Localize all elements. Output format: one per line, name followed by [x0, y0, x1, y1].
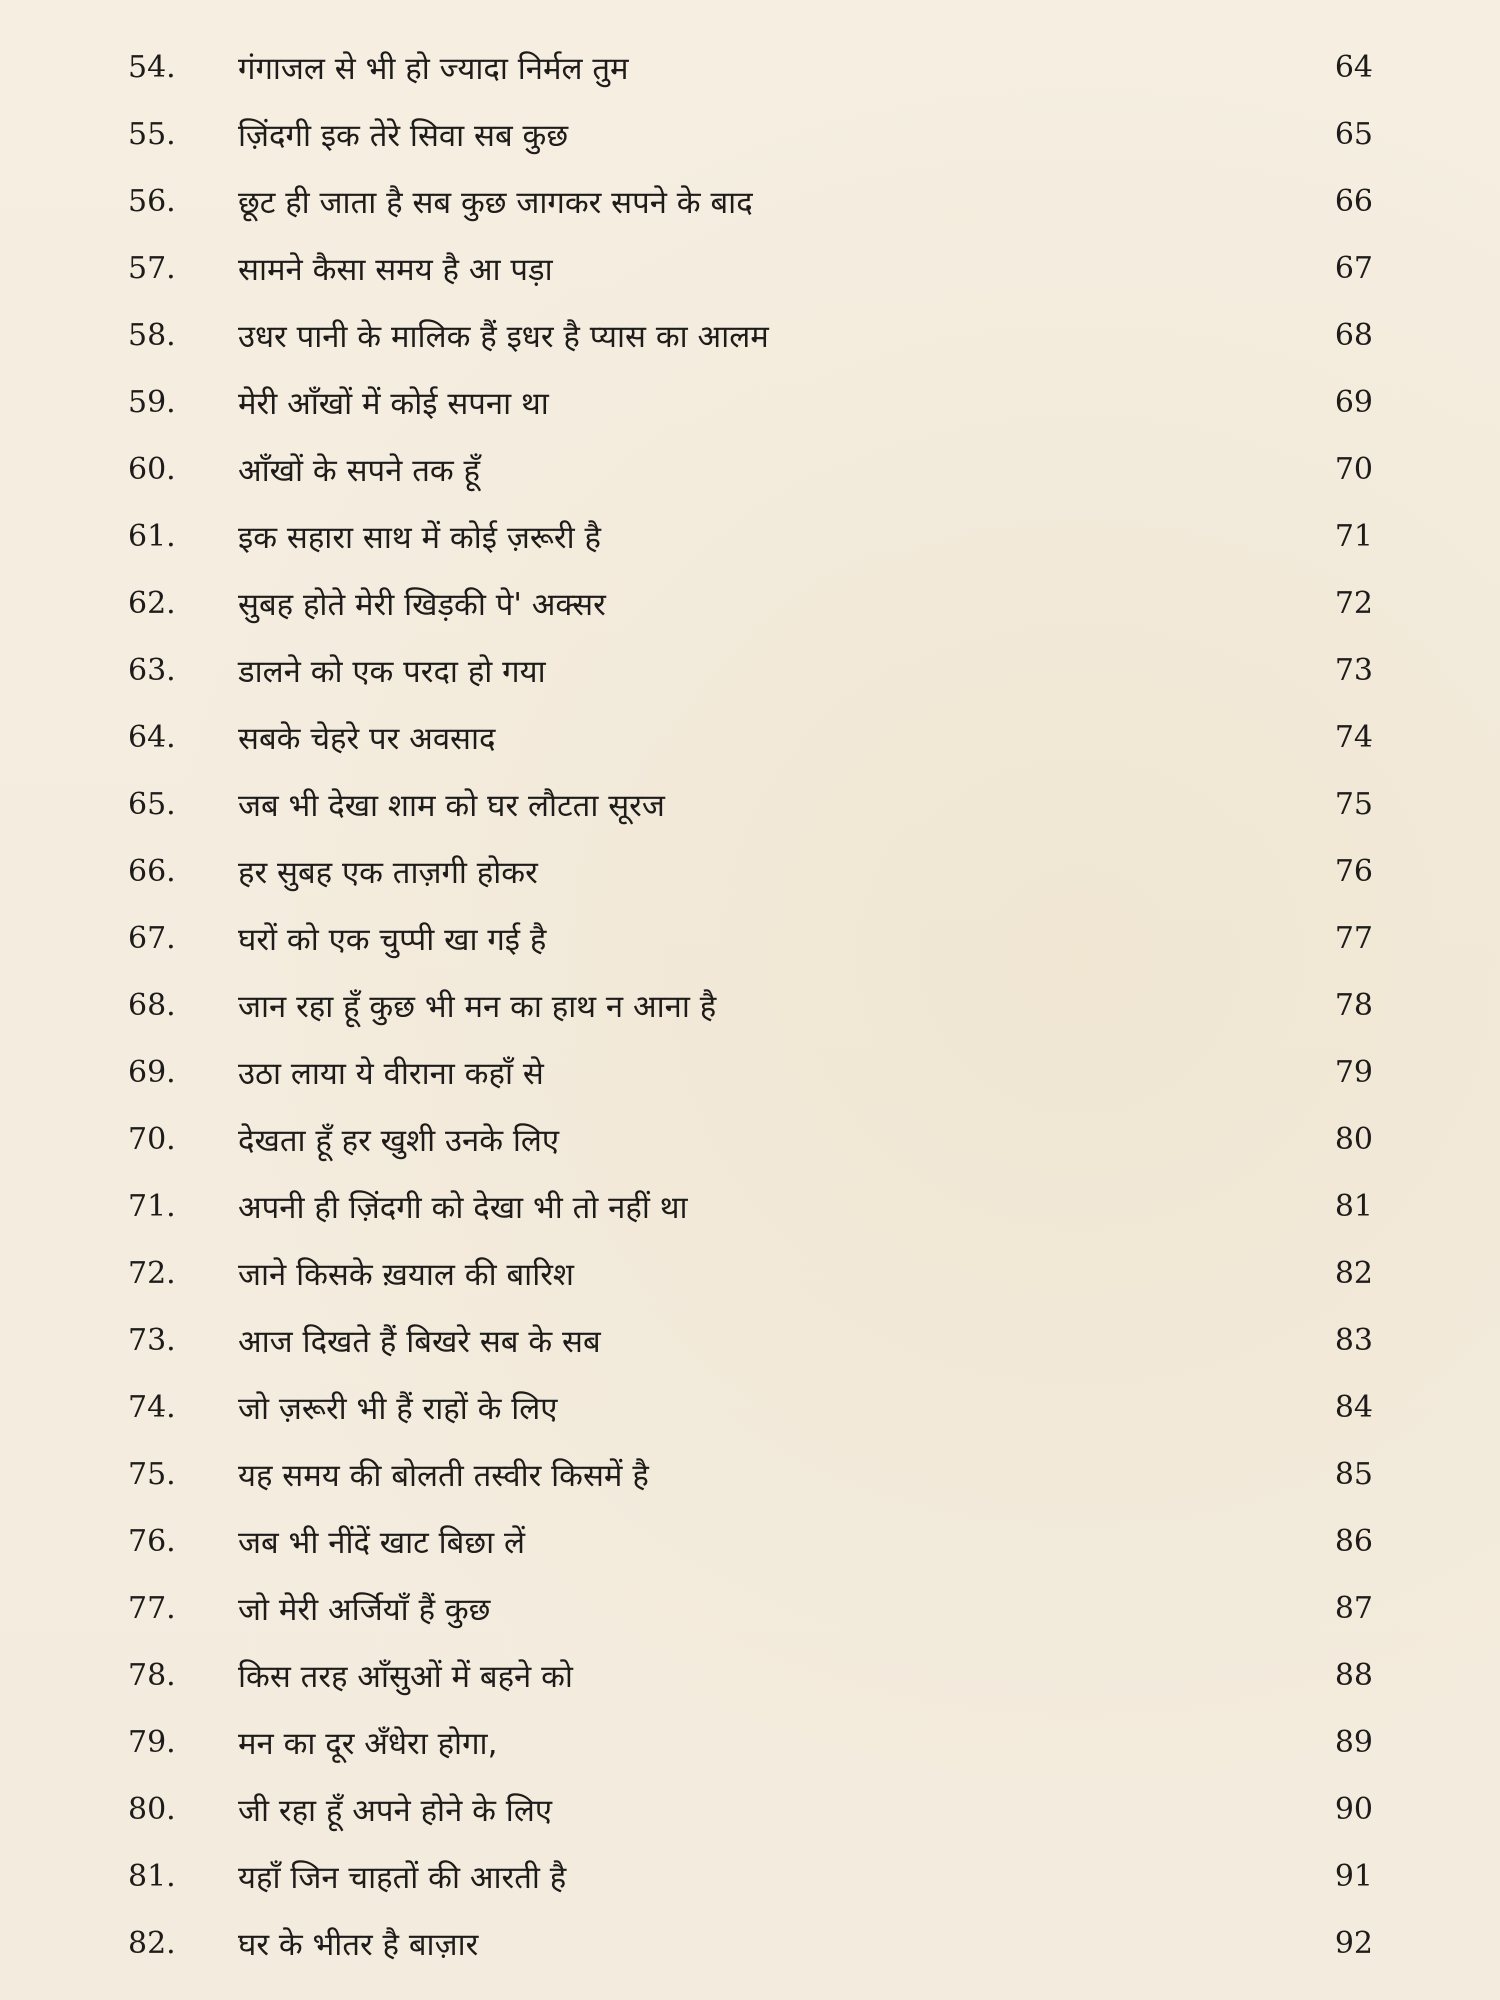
- toc-entry-page-number: 65: [1334, 117, 1373, 152]
- toc-entry-page-number: 82: [1334, 1256, 1373, 1291]
- toc-entry: [128, 972, 1373, 1039]
- toc-entry-number: 80.: [128, 1792, 176, 1827]
- toc-entry: [128, 1843, 1373, 1910]
- toc-entry-number: 82.: [128, 1926, 176, 1961]
- toc-entry-title: डालने को एक परदा हो गया: [238, 653, 546, 690]
- toc-entry-title: आज दिखते हैं बिखरे सब के सब: [238, 1323, 601, 1360]
- toc-entry-title: देखता हूँ हर खुशी उनके लिए: [238, 1122, 560, 1159]
- toc-entry-page-number: 83: [1334, 1323, 1373, 1358]
- toc-entry: [128, 168, 1373, 235]
- toc-entry-number: 73.: [128, 1323, 176, 1358]
- toc-entry-page-number: 66: [1334, 184, 1373, 219]
- toc-entry-title: छूट ही जाता है सब कुछ जागकर सपने के बाद: [238, 184, 753, 221]
- toc-entry-title: इक सहारा साथ में कोई ज़रूरी है: [238, 519, 601, 556]
- toc-entry-number: 81.: [128, 1859, 176, 1894]
- toc-entry-title: जो मेरी अर्जियाँ हैं कुछ: [238, 1591, 491, 1628]
- toc-entry: [128, 1307, 1373, 1374]
- toc-entry: [128, 1776, 1373, 1843]
- toc-entry-number: 66.: [128, 854, 176, 889]
- toc-entry: [128, 369, 1373, 436]
- toc-entry-title: जब भी देखा शाम को घर लौटता सूरज: [238, 787, 665, 824]
- toc-entry-page-number: 87: [1334, 1591, 1373, 1626]
- toc-entry-page-number: 81: [1334, 1189, 1373, 1224]
- toc-entry-number: 70.: [128, 1122, 176, 1157]
- toc-entry-page-number: 80: [1334, 1122, 1373, 1157]
- toc-entry-title: गंगाजल से भी हो ज्यादा निर्मल तुम: [238, 50, 629, 87]
- toc-entry-page-number: 67: [1334, 251, 1373, 286]
- toc-entry: [128, 34, 1373, 101]
- toc-entry-title: ज़िंदगी इक तेरे सिवा सब कुछ: [238, 117, 569, 154]
- toc-entry-title: जी रहा हूँ अपने होने के लिए: [238, 1792, 552, 1829]
- toc-entry: [128, 1173, 1373, 1240]
- toc-entry: [128, 637, 1373, 704]
- toc-entry-page-number: 88: [1334, 1658, 1373, 1693]
- toc-entry-title: सुबह होते मेरी खिड़की पे' अक्सर: [238, 586, 606, 623]
- toc-entry-title: मेरी आँखों में कोई सपना था: [238, 385, 549, 422]
- toc-entry: [128, 235, 1373, 302]
- toc-entry-title: घरों को एक चुप्पी खा गई है: [238, 921, 547, 958]
- toc-entry-page-number: 90: [1334, 1792, 1373, 1827]
- toc-entry: [128, 1508, 1373, 1575]
- toc-entry-page-number: 72: [1334, 586, 1373, 621]
- toc-entry: [128, 503, 1373, 570]
- toc-entry-page-number: 92: [1334, 1926, 1373, 1961]
- toc-entry-page-number: 84: [1334, 1390, 1373, 1425]
- toc-entry: [128, 1441, 1373, 1508]
- toc-entry-number: 55.: [128, 117, 176, 152]
- toc-entry-title: जो ज़रूरी भी हैं राहों के लिए: [238, 1390, 558, 1427]
- toc-entry-number: 58.: [128, 318, 176, 353]
- toc-entry-number: 69.: [128, 1055, 176, 1090]
- toc-entry-page-number: 75: [1334, 787, 1373, 822]
- toc-entry-page-number: 70: [1334, 452, 1373, 487]
- toc-entry: [128, 1039, 1373, 1106]
- toc-entry-title: जब भी नींदें खाट बिछा लें: [238, 1524, 526, 1561]
- toc-entry: [128, 1910, 1373, 1977]
- toc-entry-title: अपनी ही ज़िंदगी को देखा भी तो नहीं था: [238, 1189, 688, 1226]
- toc-entry-number: 75.: [128, 1457, 176, 1492]
- toc-entry-page-number: 69: [1334, 385, 1373, 420]
- toc-entry-number: 77.: [128, 1591, 176, 1626]
- toc-entry-page-number: 76: [1334, 854, 1373, 889]
- toc-entry: [128, 570, 1373, 637]
- toc-entry-title: मन का दूर अँधेरा होगा,: [238, 1725, 498, 1762]
- toc-entry-page-number: 74: [1334, 720, 1373, 755]
- toc-entry-number: 54.: [128, 50, 176, 85]
- toc-entry-number: 71.: [128, 1189, 176, 1224]
- toc-entry-page-number: 71: [1334, 519, 1373, 554]
- toc-entry-number: 72.: [128, 1256, 176, 1291]
- toc-entry: [128, 905, 1373, 972]
- toc-entry: [128, 704, 1373, 771]
- toc-entry: [128, 101, 1373, 168]
- toc-entry-title: जान रहा हूँ कुछ भी मन का हाथ न आना है: [238, 988, 717, 1025]
- toc-entry-title: जाने किसके ख़याल की बारिश: [238, 1256, 574, 1293]
- toc-entry-title: उठा लाया ये वीराना कहाँ से: [238, 1055, 544, 1092]
- toc-entry-number: 68.: [128, 988, 176, 1023]
- toc-entry-number: 59.: [128, 385, 176, 420]
- toc-entry-page-number: 85: [1334, 1457, 1373, 1492]
- toc-entry: [128, 771, 1373, 838]
- toc-entry-number: 79.: [128, 1725, 176, 1760]
- toc-entry-number: 63.: [128, 653, 176, 688]
- toc-entry-title: यहाँ जिन चाहतों की आरती है: [238, 1859, 567, 1896]
- toc-entry-page-number: 91: [1334, 1859, 1373, 1894]
- toc-entry-number: 65.: [128, 787, 176, 822]
- toc-entry-page-number: 79: [1334, 1055, 1373, 1090]
- toc-entry: [128, 1240, 1373, 1307]
- toc-entry: [128, 838, 1373, 905]
- toc-entry-title: आँखों के सपने तक हूँ: [238, 452, 481, 489]
- toc-entry-number: 60.: [128, 452, 176, 487]
- toc-entry-number: 61.: [128, 519, 176, 554]
- toc-entry: [128, 1374, 1373, 1441]
- toc-entry-title: यह समय की बोलती तस्वीर किसमें है: [238, 1457, 649, 1494]
- toc-entry: [128, 1642, 1373, 1709]
- toc-entry-page-number: 78: [1334, 988, 1373, 1023]
- toc-entry-number: 78.: [128, 1658, 176, 1693]
- toc-entry-number: 74.: [128, 1390, 176, 1425]
- toc-entry-page-number: 89: [1334, 1725, 1373, 1760]
- toc-entry-title: किस तरह आँसुओं में बहने को: [238, 1658, 573, 1695]
- toc-entry-page-number: 86: [1334, 1524, 1373, 1559]
- toc-entry-title: हर सुबह एक ताज़गी होकर: [238, 854, 538, 891]
- toc-entry: [128, 436, 1373, 503]
- toc-entry-number: 76.: [128, 1524, 176, 1559]
- toc-entry-title: उधर पानी के मालिक हैं इधर है प्यास का आलम: [238, 318, 769, 355]
- toc-entry-page-number: 64: [1334, 50, 1373, 85]
- toc-entry-title: घर के भीतर है बाज़ार: [238, 1926, 479, 1963]
- toc-entry: [128, 1709, 1373, 1776]
- toc-entry-number: 57.: [128, 251, 176, 286]
- toc-entry-page-number: 77: [1334, 921, 1373, 956]
- toc-entry-number: 67.: [128, 921, 176, 956]
- toc-entry-number: 64.: [128, 720, 176, 755]
- toc-entry: [128, 1106, 1373, 1173]
- toc-entry-title: सामने कैसा समय है आ पड़ा: [238, 251, 553, 288]
- toc-entry-title: सबके चेहरे पर अवसाद: [238, 720, 496, 757]
- toc-entry-number: 62.: [128, 586, 176, 621]
- toc-entry-page-number: 73: [1334, 653, 1373, 688]
- toc-entry-number: 56.: [128, 184, 176, 219]
- toc-entry: [128, 1575, 1373, 1642]
- toc-entry: [128, 302, 1373, 369]
- table-of-contents: [128, 34, 1373, 1977]
- toc-entry-page-number: 68: [1334, 318, 1373, 353]
